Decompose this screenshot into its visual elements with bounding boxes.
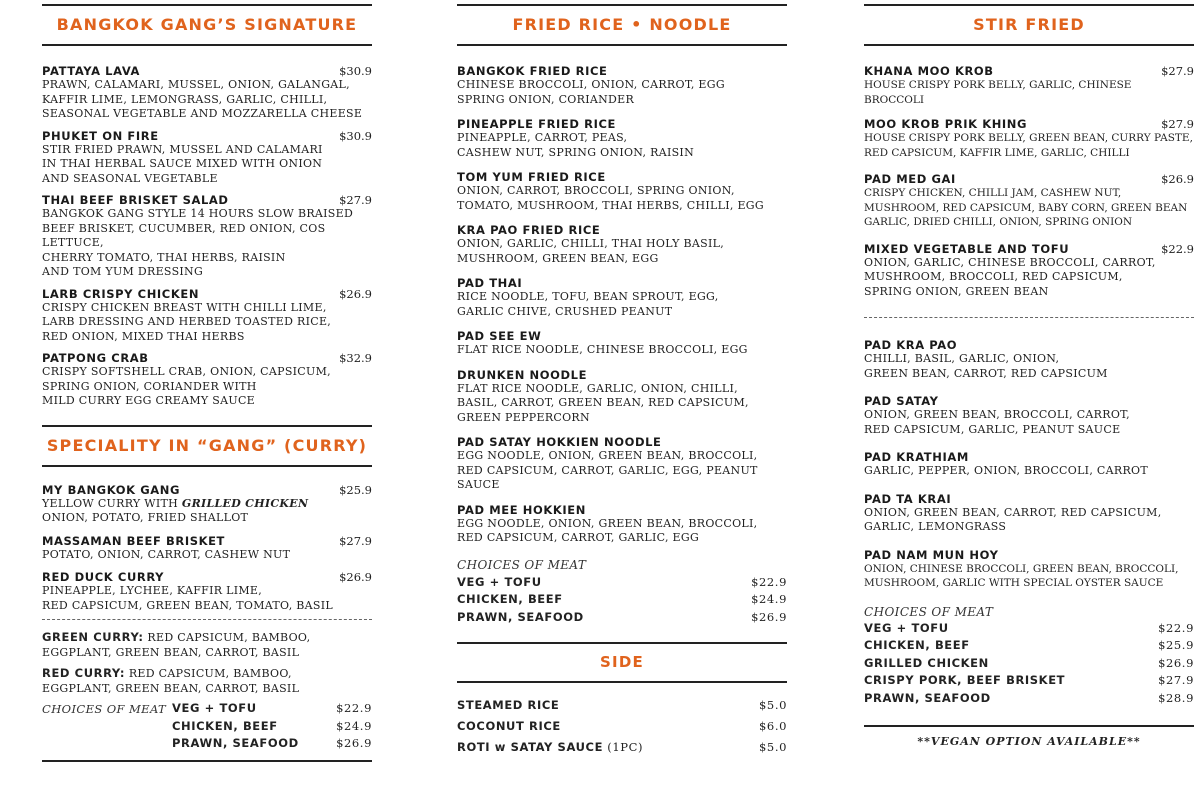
item-description: CRISPY CHICKEN, CHILLI JAM, CASHEW NUT, MUSHROOM, RED CAPSICUM, BABY CORN, GREEN BEAN GARLIC, DRIED CHILLI, ONION, SPRING ONION xyxy=(864,187,1188,228)
section-title-side: SIDE xyxy=(600,653,644,671)
item-description: PINEAPPLE, LYCHEE, KAFFIR LIME, RED CAPSICUM, GREEN BEAN, TOMATO, BASIL xyxy=(42,584,334,612)
desc-text: EGGPLANT, GREEN BEAN, CARROT, BASIL xyxy=(42,645,300,659)
menu-item xyxy=(457,329,787,358)
divider xyxy=(42,465,372,467)
choice-row xyxy=(172,735,372,753)
choice-name: CHICKEN, BEEF xyxy=(172,718,278,733)
item-price: $26.9 xyxy=(1161,172,1194,186)
item-name: BANGKOK FRIED RICE xyxy=(457,64,608,78)
item-name: PHUKET ON FIRE xyxy=(42,128,159,143)
menu-item xyxy=(457,435,787,493)
choices-label: CHOICES OF MEAT xyxy=(457,557,587,572)
desc-text: YELLOW CURRY WITH xyxy=(42,496,182,510)
item-name: MY BANGKOK GANG xyxy=(42,482,180,497)
side-price: $6.0 xyxy=(758,719,787,733)
item-name: KHANA MOO KROB xyxy=(864,64,994,78)
menu-item-green-curry xyxy=(42,630,372,660)
choices-label: CHOICES OF MEAT xyxy=(42,702,167,716)
item-description: PRAWN, CALAMARI, MUSSEL, ONION, GALANGAL, KAFFIR LIME, LEMONGRASS, GARLIC, CHILLI, SEASONAL VEGETABLE AND MOZZARELLA CHEESE xyxy=(42,78,363,120)
choice-row xyxy=(172,700,372,718)
menu-item xyxy=(864,548,1194,591)
menu-item xyxy=(864,492,1194,535)
item-name: RED DUCK CURRY xyxy=(42,570,165,584)
menu-item xyxy=(42,534,372,563)
menu-item xyxy=(864,338,1194,381)
choices-label: CHOICES OF MEAT xyxy=(864,604,994,619)
item-price: $32.9 xyxy=(339,351,372,365)
column-stir-fried xyxy=(864,0,1194,748)
choice-row xyxy=(864,690,1194,708)
choice-price: $24.9 xyxy=(336,718,372,733)
side-note: (1PC) xyxy=(603,740,644,754)
choice-name: VEG + TOFU xyxy=(457,574,542,589)
menu-item xyxy=(457,64,787,107)
choice-price: $22.9 xyxy=(751,574,787,589)
item-description: EGG NOODLE, ONION, GREEN BEAN, BROCCOLI, RED CAPSICUM, CARROT, GARLIC, EGG, PEANUT SAUCE xyxy=(457,449,758,491)
item-name: PAD SATAY xyxy=(864,394,939,408)
item-price: $26.9 xyxy=(339,286,372,301)
item-price: $27.9 xyxy=(339,533,372,548)
item-description: GARLIC, PEPPER, ONION, BROCCOLI, CARROT xyxy=(864,464,1148,477)
choice-price: $27.9 xyxy=(1158,673,1194,687)
item-name: PAD KRA PAO xyxy=(864,338,958,352)
item-description: ONION, GARLIC, CHINESE BROCCOLI, CARROT, MUSHROOM, BROCCOLI, RED CAPSICUM, SPRING ONION, GREEN BEAN xyxy=(864,255,1156,298)
menu-item xyxy=(457,503,787,546)
item-name: THAI BEEF BRISKET SALAD xyxy=(42,193,229,207)
menu-item xyxy=(42,193,372,280)
item-price: $27.9 xyxy=(1161,64,1194,78)
choice-row xyxy=(864,620,1194,638)
choices-of-meat xyxy=(42,700,372,754)
divider xyxy=(864,44,1194,46)
side-name: ROTI w SATAY SAUCE xyxy=(457,740,604,754)
item-description: STIR FRIED PRAWN, MUSSEL AND CALAMARI IN THAI HERBAL SAUCE MIXED WITH ONION AND SEASONAL VEGETABLE xyxy=(42,142,323,185)
choice-price: $26.9 xyxy=(751,609,787,624)
item-description: ONION, CARROT, BROCCOLI, SPRING ONION, TOMATO, MUSHROOM, THAI HERBS, CHILLI, EGG xyxy=(457,184,764,212)
choice-name: CHICKEN, BEEF xyxy=(457,592,563,606)
choice-price: $22.9 xyxy=(336,701,372,715)
choice-price: $24.9 xyxy=(751,592,787,606)
item-description: ONION, GARLIC, CHILLI, THAI HOLY BASIL, MUSHROOM, GREEN BEAN, EGG xyxy=(457,237,724,265)
item-name: PINEAPPLE FRIED RICE xyxy=(457,117,616,131)
item-price: $27.9 xyxy=(1161,117,1194,131)
choice-row xyxy=(457,609,787,627)
menu-item xyxy=(42,64,372,122)
item-description: CRISPY SOFTSHELL CRAB, ONION, CAPSICUM, SPRING ONION, CORIANDER WITH MILD CURRY EGG CREAMY SAUCE xyxy=(42,365,331,407)
choice-name: VEG + TOFU xyxy=(172,701,257,715)
item-name: PATPONG CRAB xyxy=(42,351,149,365)
side-row xyxy=(457,716,787,737)
menu-item xyxy=(42,129,372,187)
choice-price: $28.9 xyxy=(1158,690,1194,705)
section-title-signature: BANGKOK GANG’S SIGNATURE xyxy=(56,15,358,34)
menu-item xyxy=(457,276,787,319)
item-name: PAD SATAY HOKKIEN NOODLE xyxy=(457,435,662,449)
menu-item xyxy=(457,117,787,160)
item-name: PAD KRATHIAM xyxy=(864,450,969,464)
item-name: PAD MED GAI xyxy=(864,172,956,186)
menu-item xyxy=(457,170,787,213)
item-name: KRA PAO FRIED RICE xyxy=(457,223,601,237)
item-name: PAD SEE EW xyxy=(457,329,542,343)
item-name: MASSAMAN BEEF BRISKET xyxy=(42,533,225,548)
item-description: RICE NOODLE, TOFU, BEAN SPROUT, EGG, GARLIC CHIVE, CRUSHED PEANUT xyxy=(457,290,719,318)
item-description: BANGKOK GANG STYLE 14 HOURS SLOW BRAISED BEEF BRISKET, CUCUMBER, RED ONION, COS LETTUCE, CHERRY TOMATO, THAI HERBS, RAISIN AND TOM YUM DRESSING xyxy=(42,207,354,278)
menu-item xyxy=(864,394,1194,437)
item-description: FLAT RICE NOODLE, GARLIC, ONION, CHILLI, BASIL, CARROT, GREEN BEAN, RED CAPSICUM, GREEN PEPPERCORN xyxy=(457,381,749,424)
choice-price: $26.9 xyxy=(1158,655,1194,670)
item-name: DRUNKEN NOODLE xyxy=(457,367,588,382)
column-signature-curry xyxy=(42,0,372,762)
item-description xyxy=(42,666,372,696)
item-name: PAD TA KRAI xyxy=(864,491,952,506)
side-row xyxy=(457,737,787,758)
item-description xyxy=(42,497,372,526)
divider xyxy=(457,681,787,683)
item-name: PAD NAM MUN HOY xyxy=(864,547,999,562)
menu-item xyxy=(864,172,1194,230)
desc-emphasis: GRILLED CHICKEN xyxy=(181,496,309,510)
choice-row xyxy=(864,655,1194,673)
item-description xyxy=(42,630,372,660)
choice-name: PRAWN, SEAFOOD xyxy=(864,690,991,705)
menu-item xyxy=(457,223,787,266)
choice-price: $22.9 xyxy=(1158,620,1194,635)
item-name: RED CURRY: xyxy=(42,666,126,680)
item-name: PATTAYA LAVA xyxy=(42,64,141,78)
choice-name: GRILLED CHICKEN xyxy=(864,655,989,670)
menu-item xyxy=(864,117,1194,160)
item-name: PAD THAI xyxy=(457,276,523,290)
section-title-fried: FRIED RICE • NOODLE xyxy=(512,15,732,34)
item-name: PAD MEE HOKKIEN xyxy=(457,502,586,517)
choice-name: PRAWN, SEAFOOD xyxy=(172,736,299,750)
choice-name: VEG + TOFU xyxy=(864,620,949,635)
item-description: POTATO, ONION, CARROT, CASHEW NUT xyxy=(42,547,291,561)
item-name: LARB CRISPY CHICKEN xyxy=(42,286,200,301)
desc-text: RED CAPSICUM, BAMBOO, xyxy=(147,631,311,644)
item-price: $30.9 xyxy=(339,64,372,78)
item-description: CHINESE BROCCOLI, ONION, CARROT, EGG SPRING ONION, CORIANDER xyxy=(457,78,725,106)
item-price: $25.9 xyxy=(339,482,372,497)
item-description: ONION, GREEN BEAN, BROCCOLI, CARROT, RED CAPSICUM, GARLIC, PEANUT SAUCE xyxy=(864,408,1130,436)
item-description: ONION, GREEN BEAN, CARROT, RED CAPSICUM, GARLIC, LEMONGRASS xyxy=(864,505,1162,533)
item-description: FLAT RICE NOODLE, CHINESE BROCCOLI, EGG xyxy=(457,343,748,356)
menu-item xyxy=(42,351,372,409)
choice-row xyxy=(864,637,1194,655)
desc-text: ONION, POTATO, FRIED SHALLOT xyxy=(42,511,249,524)
choice-row xyxy=(457,574,787,592)
side-price: $5.0 xyxy=(758,698,787,712)
menu-item-red-curry xyxy=(42,666,372,696)
section-title-curry: SPECIALITY IN “GANG” (CURRY) xyxy=(46,435,368,455)
desc-text: RED CAPSICUM, BAMBOO, xyxy=(128,667,292,680)
divider xyxy=(42,44,372,46)
dashed-divider xyxy=(864,317,1194,318)
choice-price: $25.9 xyxy=(1158,638,1194,652)
item-description: EGG NOODLE, ONION, GREEN BEAN, BROCCOLI, RED CAPSICUM, CARROT, GARLIC, EGG xyxy=(457,516,758,544)
choice-row xyxy=(172,718,372,736)
item-name: TOM YUM FRIED RICE xyxy=(457,170,606,184)
item-price: $30.9 xyxy=(339,128,372,143)
menu-item xyxy=(42,570,372,613)
choice-name: PRAWN, SEAFOOD xyxy=(457,609,584,624)
menu-item xyxy=(864,64,1194,107)
menu-item xyxy=(42,287,372,345)
item-description: ONION, CHINESE BROCCOLI, GREEN BEAN, BROCCOLI, MUSHROOM, GARLIC WITH SPECIAL OYSTER SAUCE xyxy=(864,562,1179,589)
item-price: $26.9 xyxy=(339,570,372,584)
side-name: COCONUT RICE xyxy=(457,719,561,733)
item-name: MOO KROB PRIK KHING xyxy=(864,117,1028,131)
item-description: HOUSE CRISPY PORK BELLY, GARLIC, CHINESE BROCCOLI xyxy=(864,79,1132,106)
choice-row xyxy=(864,672,1194,690)
item-description: CHILLI, BASIL, GARLIC, ONION, GREEN BEAN, CARROT, RED CAPSICUM xyxy=(864,352,1108,380)
side-price: $5.0 xyxy=(758,740,787,754)
side-row xyxy=(457,695,787,716)
item-description: CRISPY CHICKEN BREAST WITH CHILLI LIME, LARB DRESSING AND HERBED TOASTED RICE, RED ONION, MIXED THAI HERBS xyxy=(42,300,332,343)
choice-name: CHICKEN, BEEF xyxy=(864,638,970,652)
vegan-note: **VEGAN OPTION AVAILABLE** xyxy=(917,735,1141,748)
menu-item xyxy=(864,242,1194,300)
dashed-divider xyxy=(42,619,372,620)
choice-row xyxy=(457,591,787,609)
divider xyxy=(42,760,372,762)
menu-item xyxy=(457,368,787,426)
item-price: $27.9 xyxy=(339,193,372,207)
side-name: STEAMED RICE xyxy=(457,698,560,712)
item-name: GREEN CURRY: xyxy=(42,630,144,644)
menu-item xyxy=(42,483,372,526)
choice-name: CRISPY PORK, BEEF BRISKET xyxy=(864,673,1066,687)
item-price: $22.9 xyxy=(1161,241,1194,256)
divider xyxy=(457,44,787,46)
item-description: HOUSE CRISPY PORK BELLY, GREEN BEAN, CURRY PASTE, RED CAPSICUM, KAFFIR LIME, GARLIC, CHILLI xyxy=(864,132,1193,159)
menu-item xyxy=(864,450,1194,479)
desc-text: EGGPLANT, GREEN BEAN, CARROT, BASIL xyxy=(42,681,300,695)
item-description: PINEAPPLE, CARROT, PEAS, CASHEW NUT, SPRING ONION, RAISIN xyxy=(457,131,695,159)
column-fried-rice-noodle xyxy=(457,0,787,758)
item-name: MIXED VEGETABLE AND TOFU xyxy=(864,241,1070,256)
choice-price: $26.9 xyxy=(336,736,372,750)
section-title-stir-fried: STIR FRIED xyxy=(973,15,1085,34)
